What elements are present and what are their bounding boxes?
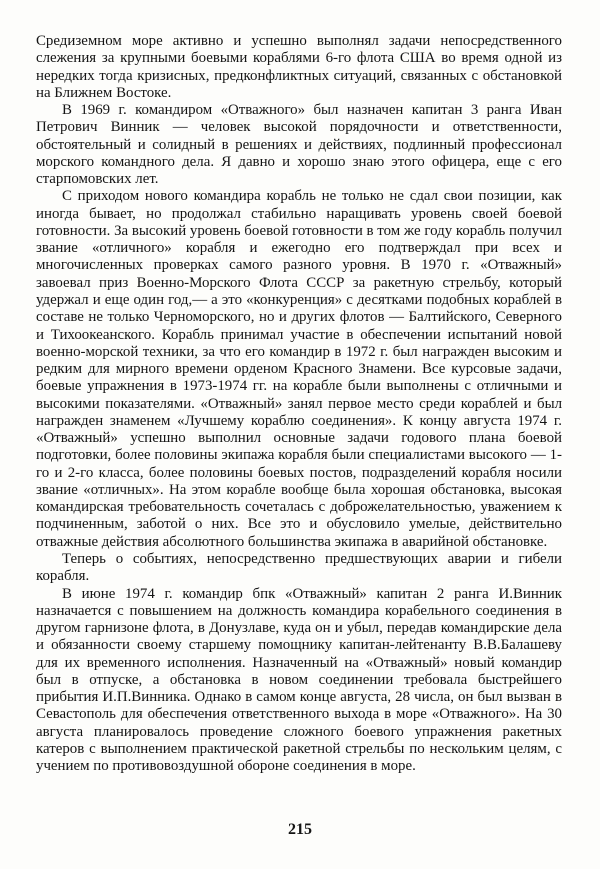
page-number: 215 <box>288 821 312 838</box>
paragraph-2: В 1969 г. командиром «Отважного» был назначен капитан 3 ранга Иван Петрович Винник — человек высокой порядочности и ответственности, обстоятельный и солидный в решениях и действиях, подлинный профессионал морского командного дела. Я давно и хорошо знаю этого офицера, еще с его старпомовских лет. <box>36 102 562 188</box>
body-text <box>36 33 562 775</box>
paragraph-4: Теперь о событиях, непосредственно предшествующих аварии и гибели корабля. <box>36 550 562 585</box>
paragraph-3: С приходом нового командира корабль не только не сдал свои позиции, как иногда бывает, но продолжал стабильно наращивать уровень своей боевой готовности. За высокий уровень боевой готовности в том же году корабль получил звание «отличного» корабля и ежегодно его подтверждал при всех и многочисленных проверках самого разного уровня. В 1970 г. «Отважный» завоевал приз Военно-Морского Флота СССР за ракетную стрельбу, который удержал и еще один год,— а это «конкуренция» с десятками подобных кораблей в составе не только Черноморского, но и других флотов — Балтийского, Северного и Тихоокеанского. Корабль принимал участие в обеспечении испытаний новой военно-морской техники, за что его командир в 1972 г. был награжден высоким и редким для мирного времени орденом Красного Знамени. Все курсовые задачи, боевые упражнения в 1973-1974 гг. на корабле были выполнены с отличными и высокими показателями. «Отважный» занял первое место среди кораблей и был награжден знаменем «Лучшему кораблю соединения». К концу августа 1974 г. «Отважный» успешно выполнил основные задачи годового плана боевой подготовки, более половины экипажа корабля были специалистами высокого — 1-го и 2-го класса, более половины боевых постов, подразделений корабля носили звание «отличных». На этом корабле вообще была хорошая обстановка, высокая командирская требовательность сочеталась с доброжелательностью, уважением к подчиненным, заботой о них. Все это и обусловило умелые, действительно отважные действия абсолютного большинства экипажа в аварийной обстановке. <box>36 188 562 550</box>
paragraph-1: Средиземном море активно и успешно выполнял задачи непосредственного слежения за крупными боевыми кораблями 6-го флота США во время одной из нередких тогда кризисных, предконфликтных ситуаций, связанных с обстановкой на Ближнем Востоке. <box>36 33 562 101</box>
paragraph-5: В июне 1974 г. командир бпк «Отважный» капитан 2 ранга И.Винник назначается с повышением на должность командира корабельного соединения в другом гарнизоне флота, в Донузлаве, куда он и убыл, передав командирские дела и обязанности своему старшему помощнику капитан-лейтенанту В.В.Балашеву для их временного исполнения. Назначенный на «Отважный» новый командир был в отпуске, а обстановка в новом соединении требовала быстрейшего прибытия И.П.Винника. Однако в самом конце августа, 28 числа, он был вызван в Севастополь для обеспечения ответственного выхода в море «Отважного». На 30 августа планировалось проведение сложного боевого упражнения ракетных катеров с выполнением практической ракетной стрельбы по нескольким целям, с учением по противовоздушной обороне соединения в море. <box>36 585 562 775</box>
